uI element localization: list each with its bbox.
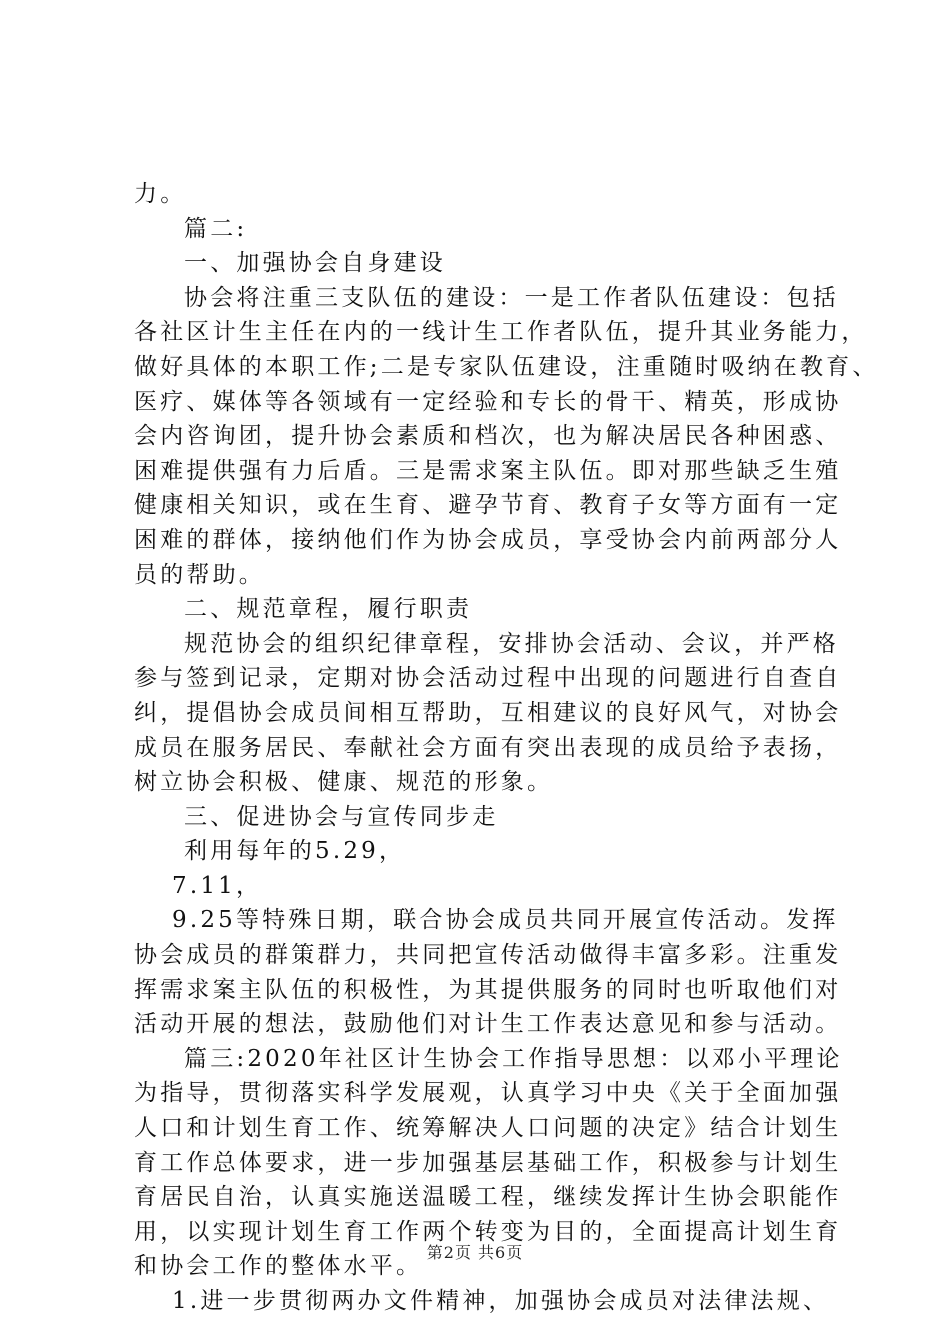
- text-line: 健康相关知识，或在生育、避孕节育、教育子女等方面有一定: [134, 492, 842, 519]
- text-line: 各社区计生主任在内的一线计生工作者队伍，提升其业务能力，: [134, 319, 868, 346]
- text-line: 树立协会积极、健康、规范的形象。: [134, 769, 554, 796]
- text-line: 用，以实现计划生育工作两个转变为目的，全面提高计划生育: [134, 1218, 842, 1245]
- text-line: 和协会工作的整体水平。: [134, 1253, 423, 1280]
- text-line: 人口和计划生育工作、统筹解决人口问题的决定》结合计划生: [134, 1115, 842, 1142]
- section-heading: 三、促进协会与宣传同步走: [184, 803, 499, 830]
- section-heading: 篇二:: [184, 215, 248, 242]
- text-line: 纠，提倡协会成员间相互帮助，互相建议的良好风气，对协会: [134, 699, 842, 726]
- section-heading: 一、加强协会自身建设: [184, 250, 446, 277]
- text-line: 困难提供强有力后盾。三是需求案主队伍。即对那些缺乏生殖: [134, 457, 842, 484]
- text-line: 为指导，贯彻落实科学发展观，认真学习中央《关于全面加强: [134, 1080, 842, 1107]
- text-line: 会内咨询团，提升协会素质和档次，也为解决居民各种困惑、: [134, 423, 842, 450]
- section-heading: 二、规范章程，履行职责: [184, 596, 473, 623]
- paragraph-start: 规范协会的组织纪律章程，安排协会活动、会议，并严格: [184, 630, 839, 657]
- text-line: 力。: [134, 181, 187, 207]
- text-line: 员的帮助。: [134, 561, 265, 588]
- text-line: 7.11，: [172, 872, 263, 899]
- text-line: 活动开展的想法，鼓励他们对计生工作表达意见和参与活动。: [134, 1011, 842, 1038]
- text-line: 成员在服务居民、奉献社会方面有突出表现的成员给予表扬，: [134, 734, 842, 761]
- paragraph-start: 1.进一步贯彻两办文件精神，加强协会成员对法律法规、: [172, 1288, 830, 1314]
- text-line: 育居民自治，认真实施送温暖工程，继续发挥计生协会职能作: [134, 1184, 842, 1211]
- paragraph-start: 篇三:2020年社区计生协会工作指导思想：以邓小平理论: [184, 1045, 843, 1072]
- text-line: 育工作总体要求，进一步加强基层基础工作，积极参与计划生: [134, 1149, 842, 1176]
- text-line: 参与签到记录，定期对协会活动过程中出现的问题进行自查自: [134, 665, 842, 692]
- document-body: [134, 177, 879, 1319]
- text-line: 挥需求案主队伍的积极性，为其提供服务的同时也听取他们对: [134, 976, 842, 1003]
- paragraph-start: 协会将注重三支队伍的建设：一是工作者队伍建设：包括: [184, 284, 839, 311]
- page-number: 第2页 共6页: [426, 1243, 524, 1262]
- paragraph-start: 9.25等特殊日期，联合协会成员共同开展宣传活动。发挥: [172, 907, 839, 934]
- paragraph-start: 利用每年的5.29，: [184, 838, 406, 865]
- text-line: 医疗、媒体等各领域有一定经验和专长的骨干、精英，形成协: [134, 388, 842, 415]
- text-line: 协会成员的群策群力，共同把宣传活动做得丰富多彩。注重发: [134, 942, 842, 969]
- text-line: 做好具体的本职工作;二是专家队伍建设，注重随时吸纳在教育、: [134, 353, 879, 380]
- text-line: 困难的群体，接纳他们作为协会成员，享受协会内前两部分人: [134, 526, 842, 553]
